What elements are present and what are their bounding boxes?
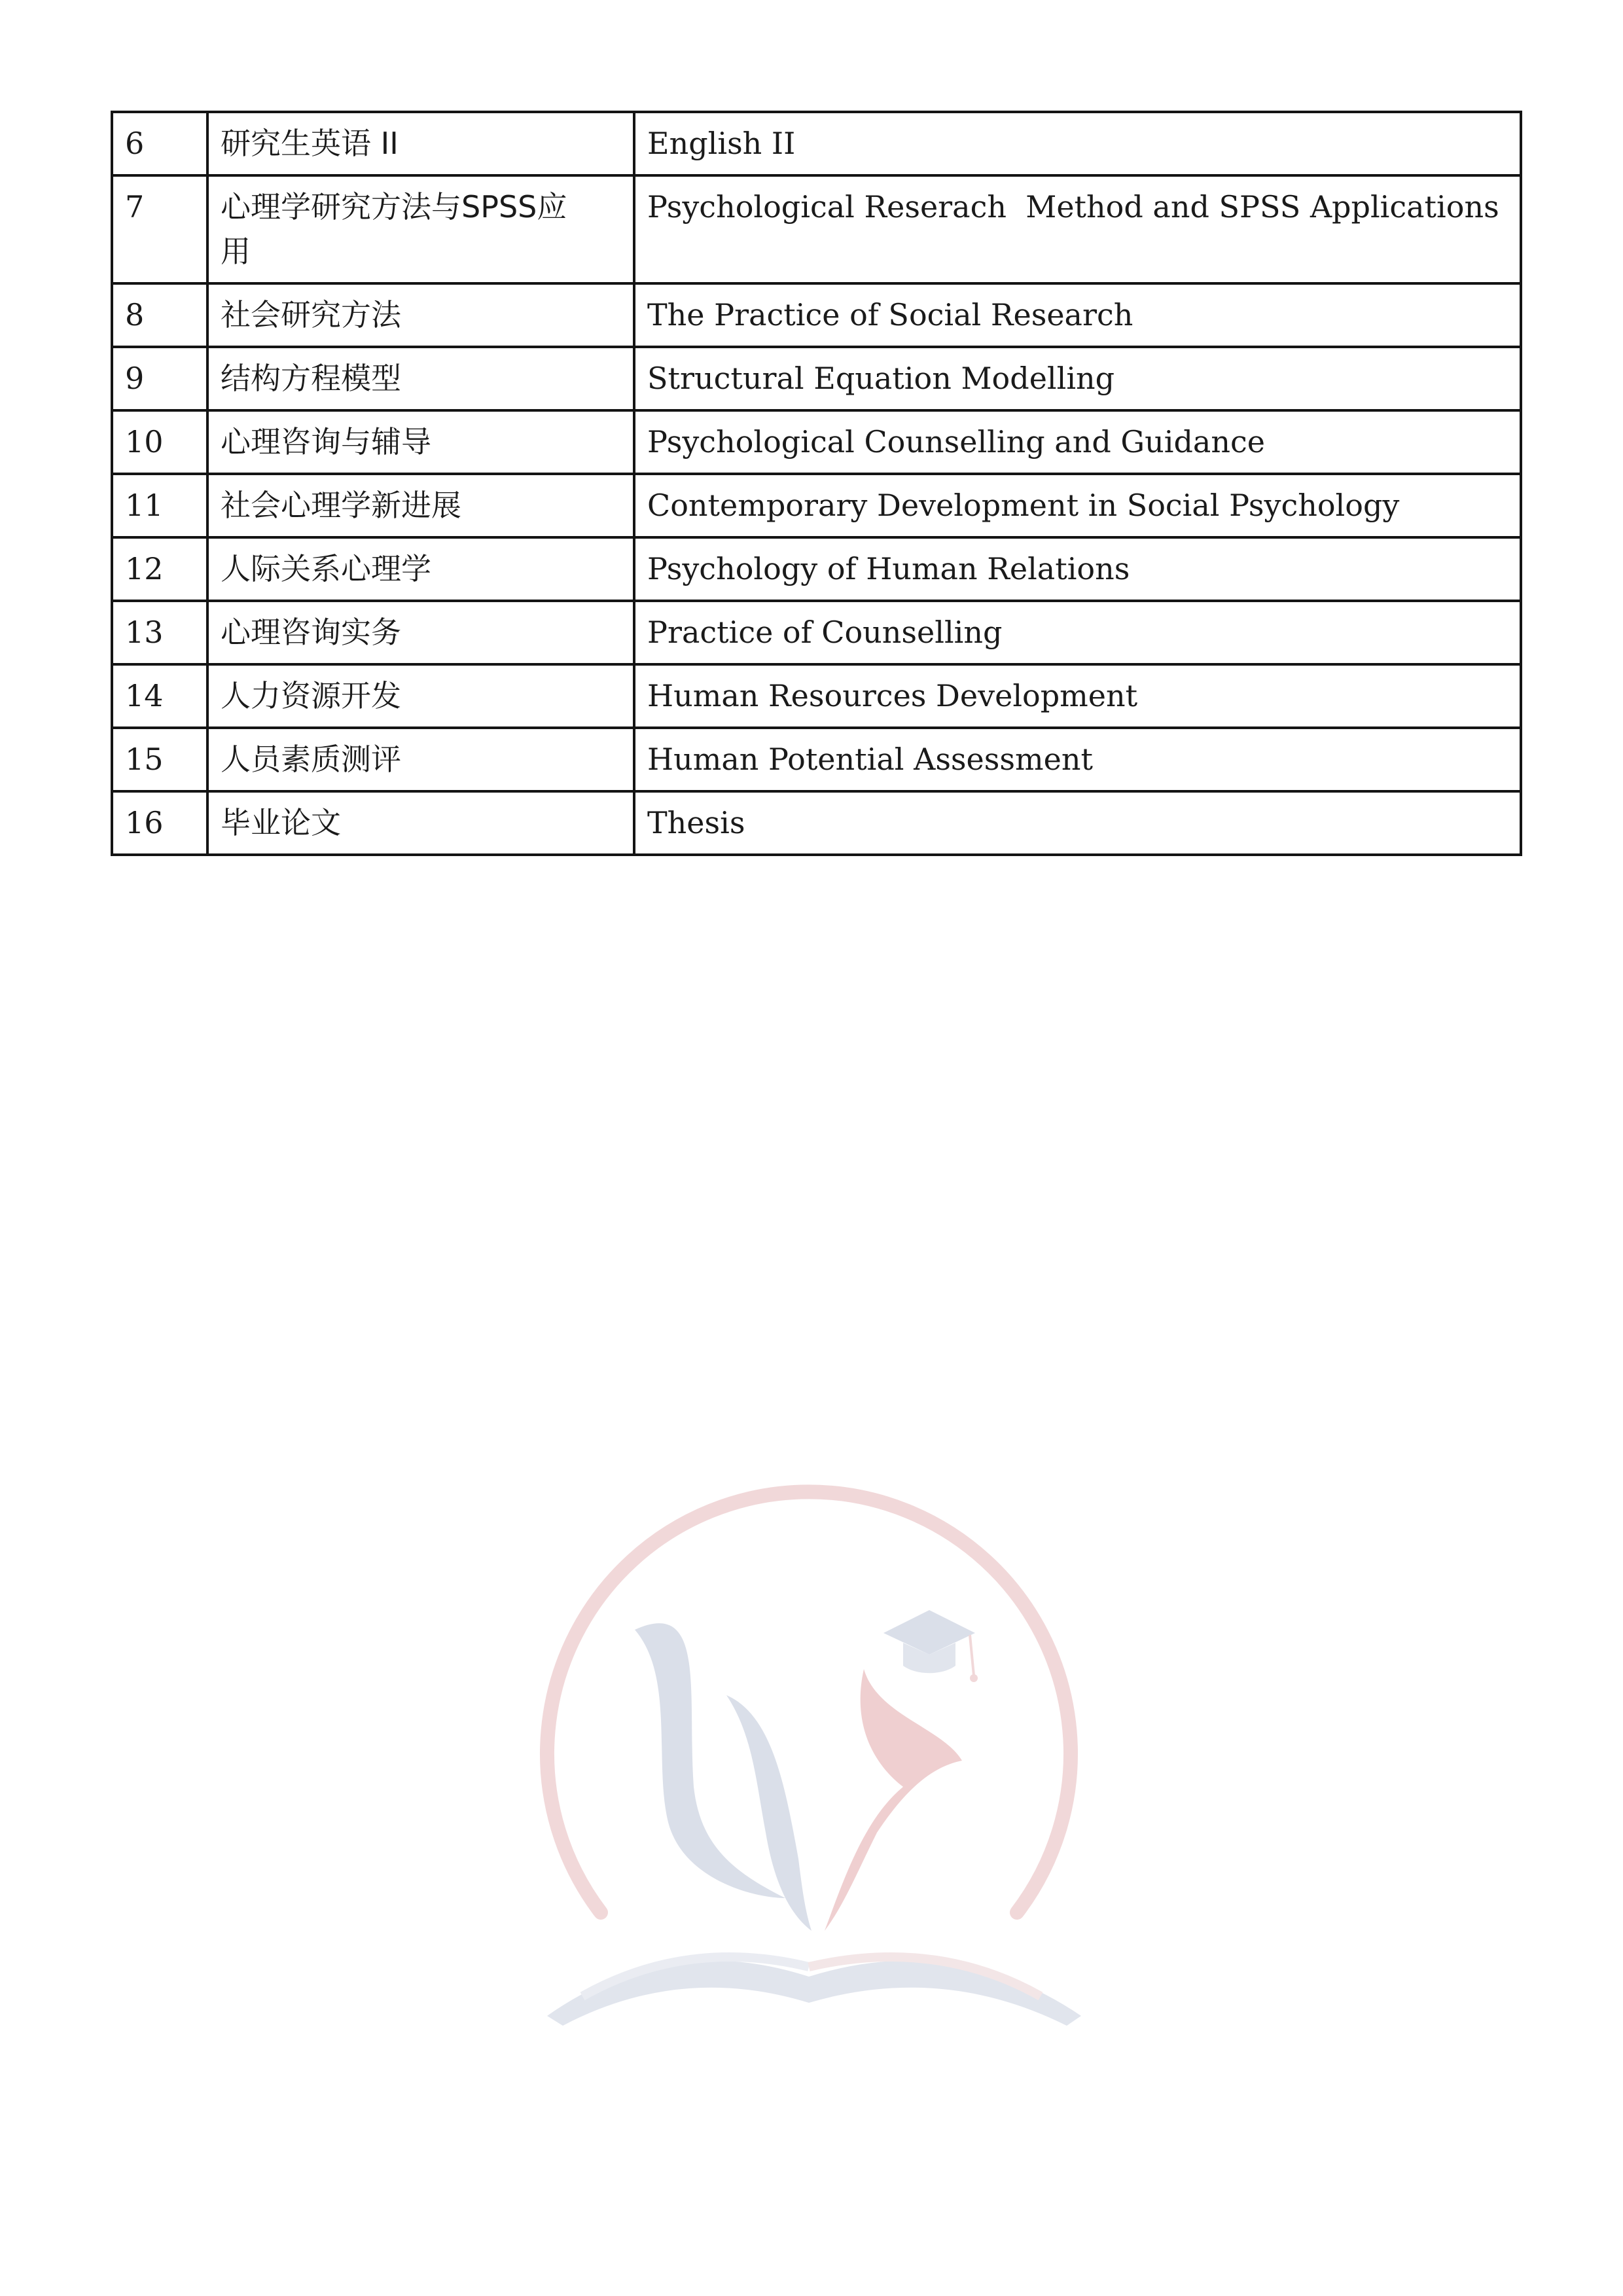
course-number: 9 (112, 347, 207, 410)
course-name-en: Structural Equation Modelling (634, 347, 1521, 410)
table-row (112, 347, 1521, 410)
course-name-en: Contemporary Development in Social Psychology (634, 474, 1521, 537)
course-name-cn: 人际关系心理学 (207, 537, 634, 601)
course-number: 14 (112, 664, 207, 728)
course-number: 15 (112, 728, 207, 791)
course-number: 11 (112, 474, 207, 537)
open-book-icon (547, 1957, 1081, 2026)
course-name-en: English II (634, 112, 1521, 175)
table-row (112, 410, 1521, 474)
table-row (112, 728, 1521, 791)
course-table (111, 111, 1522, 856)
table-row (112, 283, 1521, 347)
logo-ring (547, 1492, 1071, 1912)
table-row (112, 474, 1521, 537)
table-row (112, 537, 1521, 601)
course-name-en: The Practice of Social Research (634, 283, 1521, 347)
course-name-cn: 社会心理学新进展 (207, 474, 634, 537)
course-number: 13 (112, 601, 207, 664)
course-name-en: Psychological Reserach Method and SPSS Applications (634, 175, 1521, 283)
course-name-cn: 心理咨询实务 (207, 601, 634, 664)
table-row (112, 664, 1521, 728)
course-name-cn: 毕业论文 (207, 791, 634, 855)
course-name-cn: 结构方程模型 (207, 347, 634, 410)
course-name-cn: 研究生英语 II (207, 112, 634, 175)
course-number: 12 (112, 537, 207, 601)
course-name-cn: 人员素质测评 (207, 728, 634, 791)
graduation-cap-icon (883, 1610, 978, 1682)
course-name-en: Psychology of Human Relations (634, 537, 1521, 601)
logo-figure (825, 1669, 962, 1931)
course-number: 16 (112, 791, 207, 855)
course-name-en: Human Resources Development (634, 664, 1521, 728)
course-number: 8 (112, 283, 207, 347)
course-name-cn: 社会研究方法 (207, 283, 634, 347)
school-logo-watermark (537, 1479, 1086, 2042)
course-name-cn: 人力资源开发 (207, 664, 634, 728)
course-name-en: Practice of Counselling (634, 601, 1521, 664)
table-row (112, 791, 1521, 855)
course-number: 7 (112, 175, 207, 283)
course-number: 6 (112, 112, 207, 175)
table-row (112, 175, 1521, 283)
table-row (112, 601, 1521, 664)
table-row (112, 112, 1521, 175)
course-name-cn: 心理咨询与辅导 (207, 410, 634, 474)
course-number: 10 (112, 410, 207, 474)
course-name-en: Thesis (634, 791, 1521, 855)
course-name-en: Psychological Counselling and Guidance (634, 410, 1521, 474)
course-name-cn: 心理学研究方法与SPSS应用 (207, 175, 634, 283)
course-name-en: Human Potential Assessment (634, 728, 1521, 791)
